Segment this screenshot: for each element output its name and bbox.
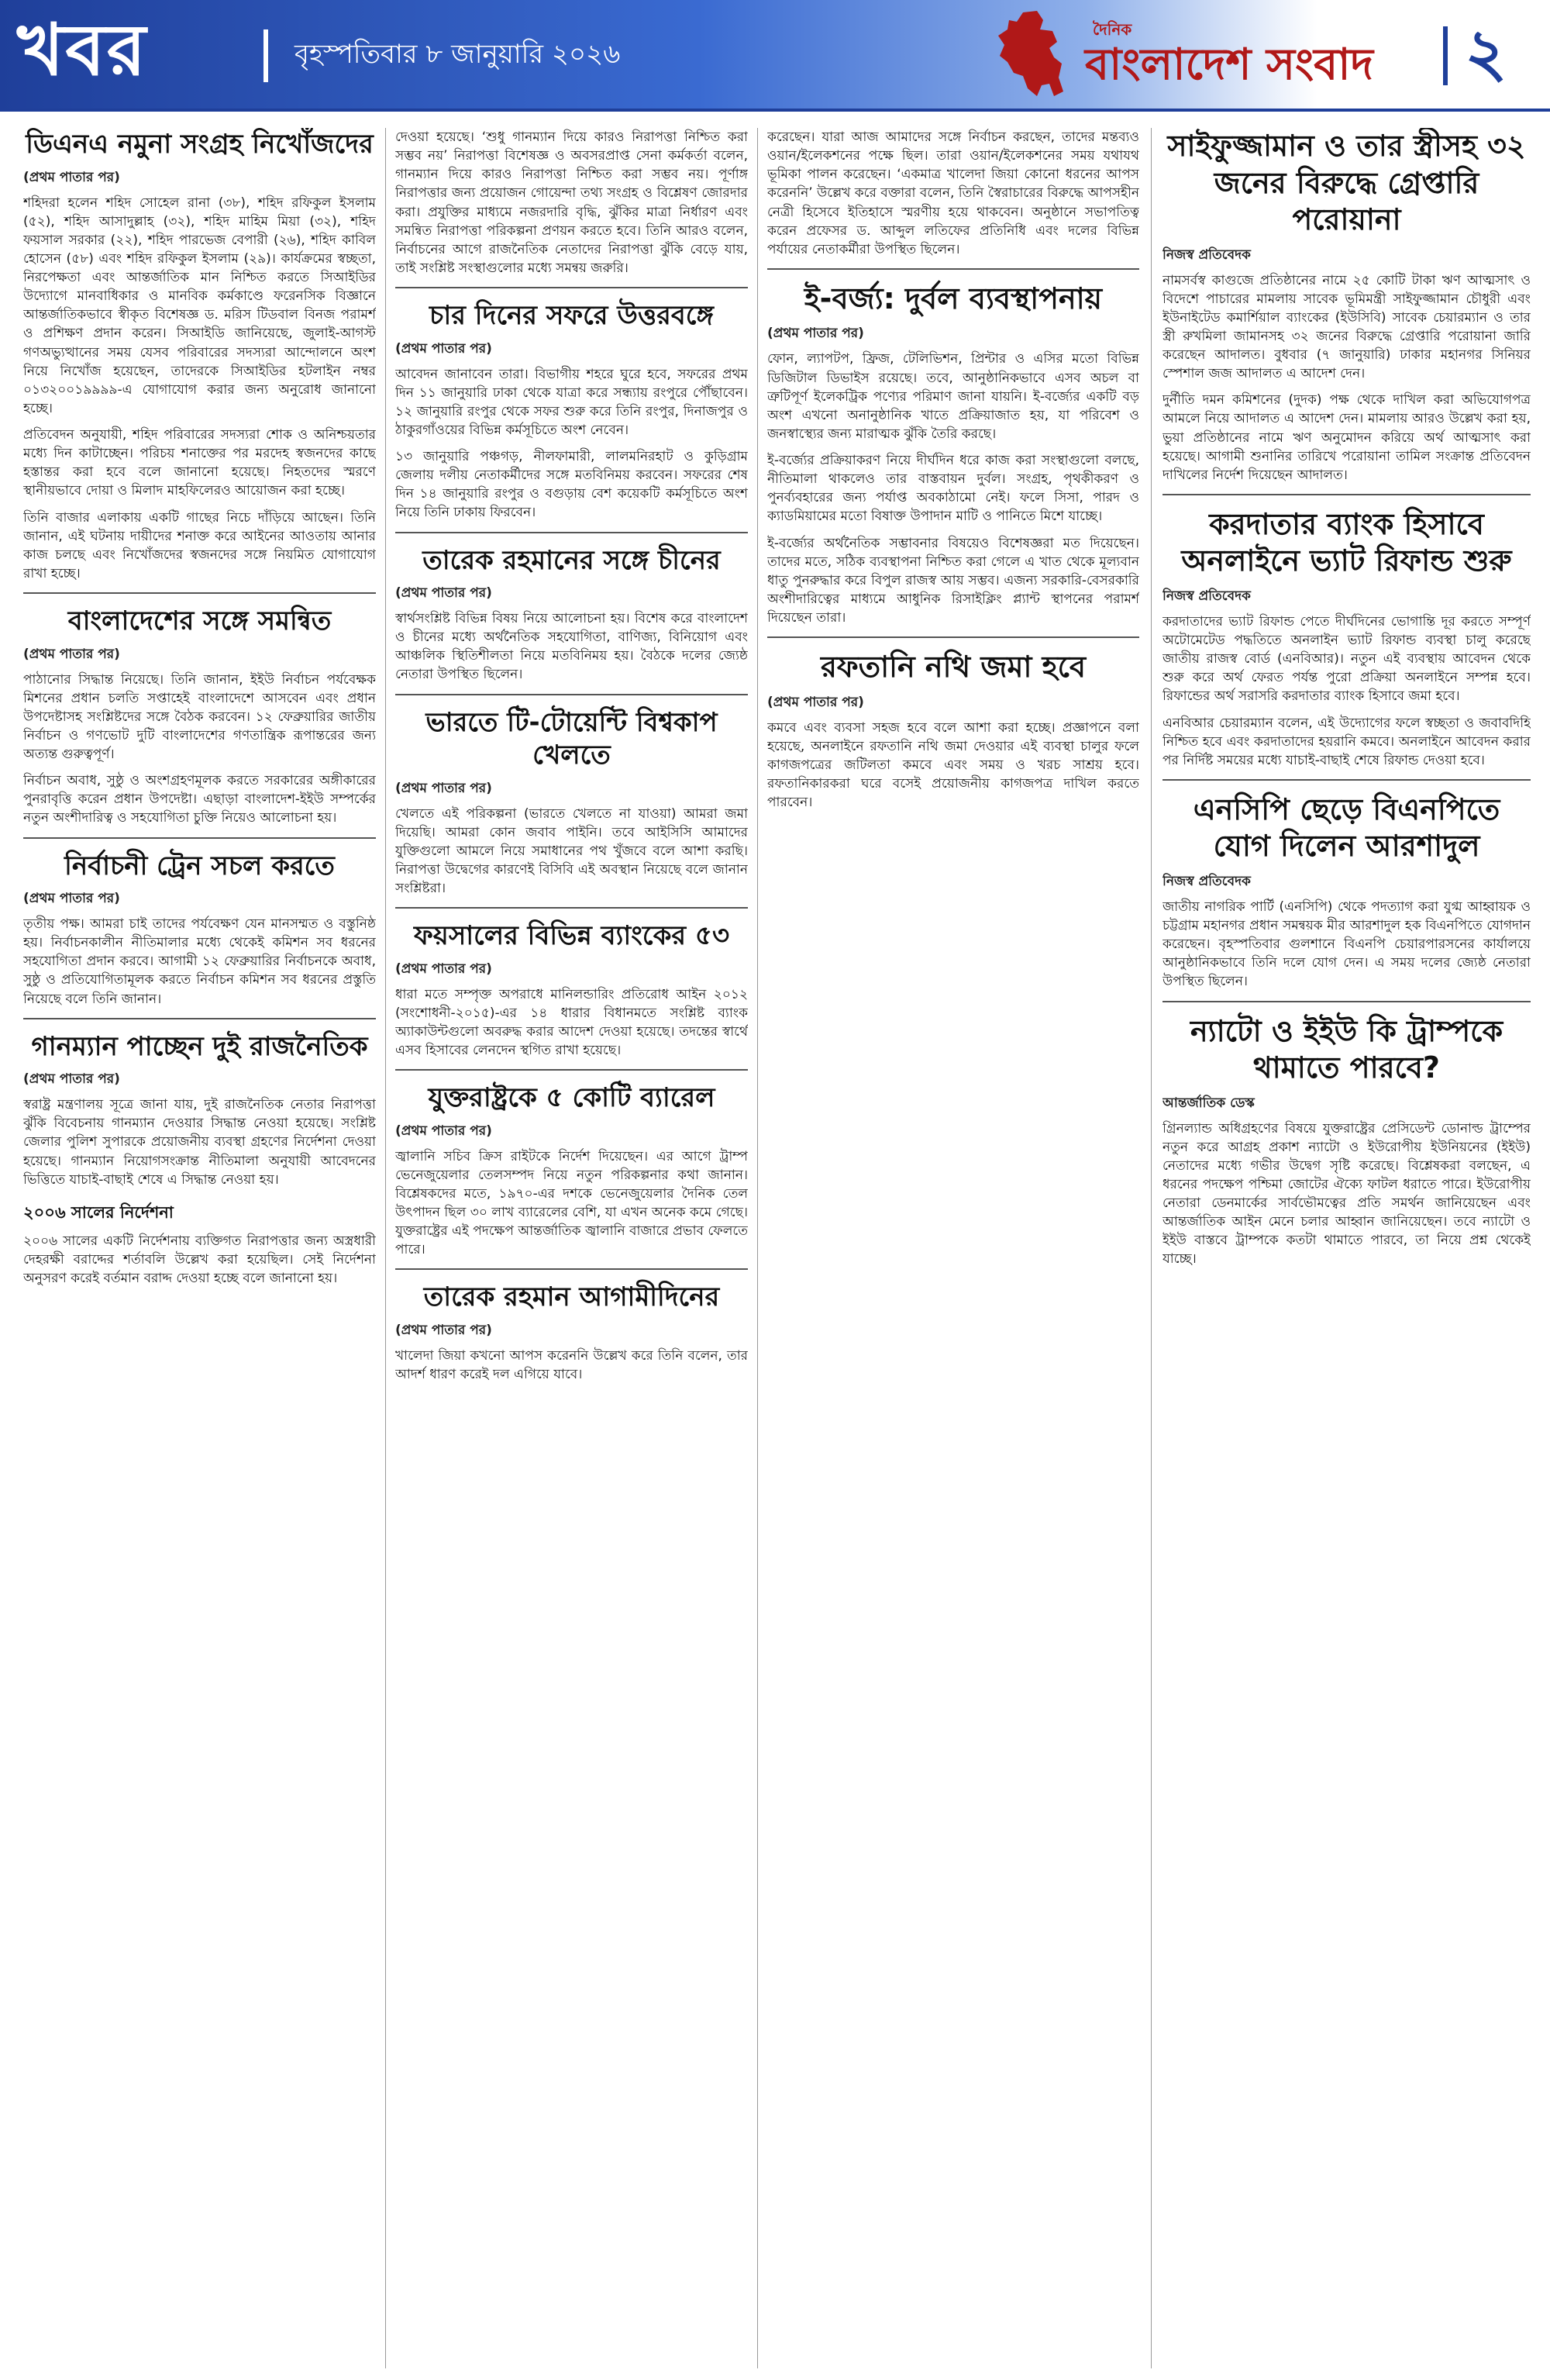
article-byline: আন্তর্জাতিক ডেস্ক xyxy=(1162,1095,1255,1111)
article-divider xyxy=(1162,494,1531,495)
article-paragraph: ১৩ জানুয়ারি পঞ্চগড়, নীলফামারী, লালমনিরহাট ও কুড়িগ্রাম জেলায় দলীয় নেতাকর্মীদের সঙ্গে মতবিনিময় করবেন। সফরের শেষ দিন ১৪ জানুয়ারি রংপুর ও বগুড়ায় বেশ কয়েকটি কর্মসূচিতে অংশ নিয়ে তিনি ঢাকায় ফিরবেন। xyxy=(395,449,748,521)
article-paragraph: জ্বালানি সচিব ক্রিস রাইটকে নির্দেশ দিয়েছেন। এর আগে ট্রাম্প ভেনেজুয়েলার তেলসম্পদ নিয়ে নতুন পরিকল্পনার কথা জানান। বিশ্লেষকদের মতে, ১৯৭০-এর দশকে ভেনেজুয়েলার দৈনিক তেল উৎপাদন ছিল ৩০ লাখ ব্যারেলের বেশি, যা এখন অনেক কমে গেছে। যুক্তরাষ্ট্রের এই পদক্ষেপ আন্তর্জাতিক জ্বালানি বাজারে প্রভাব ফেলতে পারে। xyxy=(395,1148,748,1258)
article-byline: (প্রথম পাতার পর) xyxy=(395,585,492,601)
article-us-barrels xyxy=(395,1081,748,1259)
article-nato-eu-trump xyxy=(1162,1013,1531,1269)
article-paragraph: জাতীয় নাগরিক পার্টি (এনসিপি) থেকে পদত্যাগ করা যুগ্ম আহ্বায়ক ও চট্টগ্রাম মহানগর প্রধান সমন্বয়ক মীর আরশাদুল হক বিএনপিতে যোগদান করেছেন। বৃহস্পতিবার গুলশানে বিএনপি চেয়ারপারসনের কার্যালয়ে আনুষ্ঠানিকভাবে তিনি দলে যোগ দেন। এ সময় দলের জ্যেষ্ঠ নেতারা উপস্থিত ছিলেন। xyxy=(1162,899,1531,990)
article-divider xyxy=(1162,779,1531,781)
article-byline: (প্রথম পাতার পর) xyxy=(23,646,120,662)
issue-date: বৃহস্পতিবার ৮ জানুয়ারি ২০২৬ xyxy=(294,39,621,70)
article-byline: (প্রথম পাতার পর) xyxy=(767,326,864,342)
article-paragraph: খেলতে এই পরিকল্পনা (ভারতে খেলতে না যাওয়া) আমরা জমা দিয়েছি। আমরা কোন জবাব পাইনি। তবে আইসিসি আমাদের যুক্তিগুলো আমলে নিয়ে সমাধানের পথ খুঁজবে বলে আশা করছি। নিরাপত্তা উদ্বেগের কারণেই বিসিবি এই অবস্থান নিয়েছে বলে জানান সংশ্লিষ্টরা। xyxy=(395,805,748,896)
article-divider xyxy=(395,907,748,909)
article-headline: এনসিপি ছেড়ে বিএনপিতে যোগ দিলেন আরশাদুল xyxy=(1193,792,1500,864)
article-saifuzzaman-warrant xyxy=(1162,128,1531,485)
article-byline: নিজস্ব প্রতিবেদক xyxy=(1162,873,1251,889)
article-headline: বাংলাদেশের সঙ্গে সমন্বিত xyxy=(67,605,332,636)
article-paragraph: প্রতিবেদন অনুযায়ী, শহিদ পরিবারের সদস্যরা শোক ও অনিশ্চয়তার মধ্যে দিন কাটাচ্ছেন। পরিচয় শনাক্তের পর মরদেহ স্বজনদের কাছে হস্তান্তর করা হবে বলে জানানো হয়েছে। নিহতদের স্মরণে স্থানীয়ভাবে দোয়া ও মিলাদ মাহফিলেরও আয়োজন করা হচ্ছে। xyxy=(23,427,376,499)
masthead xyxy=(0,0,1550,112)
article-headline: সাইফুজ্জামান ও তার স্ত্রীসহ ৩২ জনের বিরুদ্ধে গ্রেপ্তারি পরোয়ানা xyxy=(1167,129,1526,236)
article-divider xyxy=(767,268,1139,270)
article-paragraph: আবেদন জানাবেন তারা। বিভাগীয় শহরে ঘুরে হবে, সফরের প্রথম দিন ১১ জানুয়ারি ঢাকা থেকে যাত্রা করে সন্ধ্যায় রংপুরে পৌঁছাবেন। ১২ জানুয়ারি রংপুর থেকে সফর শুরু করে তিনি রংপুর, দিনাজপুর ও ঠাকুরগাঁওয়ের বিভিন্ন কর্মসূচিতে অংশ নেবেন। xyxy=(395,366,748,438)
article-paragraph: নামসর্বস্ব কাগুজে প্রতিষ্ঠানের নামে ২৫ কোটি টাকা ঋণ আত্মসাৎ ও বিদেশে পাচারের মামলায় সাবেক ভূমিমন্ত্রী সাইফুজ্জামান চৌধুরী এবং ইউনাইটেড কমার্শিয়াল ব্যাংকের (ইউসিবি) সাবেক চেয়ারম্যান ও তার স্ত্রী রুখমিলা জামানসহ ৩২ জনের বিরুদ্ধে গ্রেপ্তারি পরোয়ানা জারি করেছেন আদালত। বুধবার (৭ জানুয়ারি) ঢাকার মহানগর সিনিয়র স্পেশাল জজ আদালত এ আদেশ দেন। xyxy=(1162,272,1531,382)
article-paragraph: ধারা মতে সম্পৃক্ত অপরাধে মানিলন্ডারিং প্রতিরোধ আইন ২০১২ (সংশোধনী-২০১৫)-এর ১৪ ধারার বিধানমতে সংশ্লিষ্ট ব্যাংক অ্যাকাউন্টগুলো অবরুদ্ধ করার আদেশ দেওয়া হয়েছে। তদন্তের স্বার্থে এসব হিসাবের লেনদেন স্থগিত রাখা হয়েছে। xyxy=(395,986,748,1058)
article-divider xyxy=(395,532,748,533)
article-ewaste xyxy=(767,281,1139,627)
article-headline: চার দিনের সফরে উত্তরবঙ্গে xyxy=(429,300,714,331)
article-headline: ভারতে টি-টোয়েন্টি বিশ্বকাপ খেলতে xyxy=(425,706,718,771)
article-dna-samples xyxy=(23,128,376,583)
article-byline: নিজস্ব প্রতিবেদক xyxy=(1162,247,1251,263)
column-divider xyxy=(1151,128,1152,2368)
article-divider xyxy=(395,1069,748,1071)
article-paragraph: শহিদরা হলেন শহিদ সোহেল রানা (৩৮), শহিদ রফিকুল ইসলাম (৫২), শহিদ আসাদুল্লাহ (৩২), শহিদ মাহিম মিয়া (৩২), শহিদ ফয়সাল সরকার (২২), শহিদ পারভেজ বেপারী (২৬), শহিদ কাবিল হোসেন (৫৮) এবং শহিদ রফিকুল ইসলাম (২৯)। কার্যক্রমের স্বচ্ছতা, নিরপেক্ষতা এবং আন্তর্জাতিক মান নিশ্চিত করতে সিআইডির উদ্যোগে মানবাধিকার ও মানবিক কর্মকাণ্ডে ফরেনসিক বিজ্ঞানে আন্তর্জাতিকভাবে স্বীকৃত বিশেষজ্ঞ ড. মরিস টিডবাল বিনজ পরামর্শ ও প্রশিক্ষণ প্রদান করেন। সিআইডি জানিয়েছে, জুলাই-আগস্ট গণঅভ্যুত্থানের সময় যেসব পরিবারের সদস্যরা আন্দোলনে অংশ নিয়ে নিখোঁজ হয়েছেন, তাদেরকে সিআইডির হটলাইন নম্বর ০১৩২০০১৯৯৯৯-এ যোগাযোগ করার জন্য অনুরোধ জানানো হচ্ছে। xyxy=(23,195,376,416)
article-headline: করদাতার ব্যাংক হিসাবে অনলাইনে ভ্যাট রিফান্ড শুরু xyxy=(1181,506,1512,578)
article-headline: গানম্যান পাচ্ছেন দুই রাজনৈতিক xyxy=(31,1030,368,1062)
article-headline: নির্বাচনী ট্রেন সচল করতে xyxy=(64,850,335,881)
article-paragraph: খালেদা জিয়া কখনো আপস করেননি উল্লেখ করে তিনি বলেন, তার আদর্শ ধারণ করেই দল এগিয়ে যাবে। xyxy=(395,1347,748,1382)
column-1 xyxy=(23,128,376,2368)
masthead-divider xyxy=(264,29,268,82)
article-vat-refund xyxy=(1162,506,1531,770)
article-paragraph: তিনি বাজার এলাকায় একটি গাছের নিচে দাঁড়িয়ে আছেন। তিনি জানান, এই ঘটনায় দায়ীদের শনাক্ত করে আইনের আওতায় আনার কাজ চলছে এবং নিখোঁজদের স্বজনদের সঙ্গে নিয়মিত যোগাযোগ রাখা হচ্ছে। xyxy=(23,509,376,581)
article-divider xyxy=(395,1268,748,1270)
article-headline: তারেক রহমান আগামীদিনের xyxy=(423,1281,720,1313)
article-headline: রফতানি নথি জমা হবে xyxy=(820,650,1087,685)
article-paragraph: দুর্নীতি দমন কমিশনের (দুদক) পক্ষ থেকে দাখিল করা অভিযোগপত্র আমলে নিয়ে আদালত এ আদেশ দেন। মামলায় আরও উল্লেখ করা হয়, ভুয়া প্রতিষ্ঠানের নামে ঋণ অনুমোদন করিয়ে অর্থ আত্মসাৎ করা হয়েছে। আগামী শুনানির তারিখে পরোয়ানা তামিল সংক্রান্ত প্রতিবেদন দাখিলের নির্দেশ দিয়েছেন আদালত। xyxy=(1162,392,1531,483)
article-north-tour xyxy=(395,299,748,523)
article-divider xyxy=(395,287,748,288)
section-name: খবর xyxy=(17,9,148,91)
article-divider xyxy=(767,636,1139,638)
article-paragraph: পাঠানোর সিদ্ধান্ত নিয়েছে। তিনি জানান, ইইউ নির্বাচন পর্যবেক্ষক মিশনের প্রধান চলতি সপ্তাহেই বাংলাদেশে আসবেন এবং প্রধান উপদেষ্টাসহ সংশ্লিষ্টদের সঙ্গে বৈঠক করবেন। ১২ ফেব্রুয়ারির জাতীয় নির্বাচন ও গণভোট দুটি বাংলাদেশের গণতান্ত্রিক রূপান্তরের জন্য অত্যন্ত গুরুত্বপূর্ণ। xyxy=(23,671,376,762)
article-paragraph: নির্বাচন অবাধ, সুষ্ঠু ও অংশগ্রহণমূলক করতে সরকারের অঙ্গীকারের পুনরাবৃত্তি করেন প্রধান উপদেষ্টা। এছাড়া বাংলাদেশ-ইইউ সম্পর্কের নতুন অংশীদারিত্ব ও সহযোগিতা চুক্তি নিয়েও আলোচনা হয়। xyxy=(23,773,376,826)
column-divider xyxy=(385,128,386,2368)
article-headline: তারেক রহমানের সঙ্গে চীনের xyxy=(422,544,721,576)
article-paragraph: এনবিআর চেয়ারম্যান বলেন, এই উদ্যোগের ফলে স্বচ্ছতা ও জবাবদিহি নিশ্চিত হবে এবং করদাতাদের হয়রানি কমবে। অনলাইনে আবেদন করার পর নির্দিষ্ট সময়ের মধ্যে যাচাই-বাছাই শেষে রিফান্ড দেওয়া হবে। xyxy=(1162,715,1531,768)
article-t20-worldcup xyxy=(395,706,748,899)
column-3 xyxy=(767,128,1139,2368)
article-paragraph: ২০০৬ সালের একটি নির্দেশনায় ব্যক্তিগত নিরাপত্তার জন্য অস্ত্রধারী দেহরক্ষী বরাদ্দের শর্তাবলি উল্লেখ করা হয়েছিল। সেই নির্দেশনা অনুসরণ করেই বর্তমান বরাদ্দ দেওয়া হচ্ছে বলে জানানো হয়। xyxy=(23,1233,376,1286)
article-headline: ই-বর্জ্য: দুর্বল ব্যবস্থাপনায় xyxy=(804,281,1103,316)
article-paragraph: ই-বর্জ্যের অর্থনৈতিক সম্ভাবনার বিষয়েও বিশেষজ্ঞরা মত দিয়েছেন। তাদের মতে, সঠিক ব্যবস্থাপনা নিশ্চিত করা গেলে এ খাত থেকে মূল্যবান ধাতু পুনরুদ্ধার করে বিপুল রাজস্ব আয় সম্ভব। এজন্য সরকারি-বেসরকারি অংশীদারিত্বের মাধ্যমে আধুনিক রিসাইক্লিং প্ল্যান্ট স্থাপনের পরামর্শ দিয়েছেন তারা। xyxy=(767,535,1139,626)
article-byline: নিজস্ব প্রতিবেদক xyxy=(1162,588,1251,604)
article-headline: ফয়সালের বিভিন্ন ব্যাংকের ৫৩ xyxy=(413,920,730,952)
article-byline: (প্রথম পাতার পর) xyxy=(395,1123,492,1139)
article-byline: (প্রথম পাতার পর) xyxy=(23,891,120,906)
article-paragraph: গ্রিনল্যান্ড অধিগ্রহণের বিষয়ে যুক্তরাষ্ট্রের প্রেসিডেন্ট ডোনাল্ড ট্রাম্পের নতুন করে আগ্রহ প্রকাশ ন্যাটো ও ইউরোপীয় ইউনিয়নের (ইইউ) নেতাদের মধ্যে গভীর উদ্বেগ সৃষ্টি করেছে। বিশ্লেষকরা বলছেন, এ ধরনের পদক্ষেপ পশ্চিমা জোটের ঐক্যে ফাটল ধরাতে পারে। ইউরোপীয় নেতারা ডেনমার্কের সার্বভৌমত্বের প্রতি সমর্থন জানিয়েছেন এবং আন্তর্জাতিক আইন মেনে চলার আহ্বান জানিয়েছেন। তবে ন্যাটো ও ইইউ বাস্তবে ট্রাম্পকে কতটা থামাতে পারবে, তা নিয়ে প্রশ্ন থেকেই যাচ্ছে। xyxy=(1162,1120,1531,1268)
article-continued-top xyxy=(767,128,1139,259)
column-4 xyxy=(1162,128,1531,2368)
article-paragraph: স্বরাষ্ট্র মন্ত্রণালয় সূত্রে জানা যায়, দুই রাজনৈতিক নেতার নিরাপত্তা ঝুঁকি বিবেচনায় গানম্যান দেওয়ার সিদ্ধান্ত নেওয়া হয়েছে। সংশ্লিষ্ট জেলার পুলিশ সুপারকে প্রয়োজনীয় ব্যবস্থা গ্রহণের নির্দেশনা দেওয়া হয়েছে। গানম্যান নিয়োগসংক্রান্ত নীতিমালা অনুযায়ী আবেদনের ভিত্তিতে যাচাই-বাছাই শেষে এ সিদ্ধান্ত নেওয়া হয়। xyxy=(23,1097,376,1188)
article-divider xyxy=(23,1018,376,1019)
article-paragraph: ই-বর্জ্যের প্রক্রিয়াকরণ নিয়ে দীর্ঘদিন ধরে কাজ করা সংস্থাগুলো বলছে, নীতিমালা থাকলেও তার বাস্তবায়ন দুর্বল। সংগ্রহ, পৃথকীকরণ ও পুনর্ব্যবহারের জন্য পর্যাপ্ত অবকাঠামো নেই। ফলে সিসা, পারদ ও ক্যাডমিয়ামের মতো বিষাক্ত উপাদান মাটি ও পানিতে মিশে যাচ্ছে। xyxy=(767,453,1139,525)
article-paragraph: স্বার্থসংশ্লিষ্ট বিভিন্ন বিষয় নিয়ে আলোচনা হয়। বিশেষ করে বাংলাদেশ ও চীনের মধ্যে অর্থনৈতিক সহযোগিতা, বাণিজ্য, বিনিয়োগ এবং আঞ্চলিক স্থিতিশীলতা নিয়ে মতবিনিময় হয়। বৈঠকে দলের জ্যেষ্ঠ নেতারা উপস্থিত ছিলেন। xyxy=(395,611,748,683)
article-byline: (প্রথম পাতার পর) xyxy=(395,961,492,977)
article-tarique-future xyxy=(395,1281,748,1384)
article-byline: (প্রথম পাতার পর) xyxy=(395,1322,492,1338)
article-bangladesh-coordinated xyxy=(23,605,376,828)
article-byline: (প্রথম পাতার পর) xyxy=(23,1071,120,1088)
masthead-divider xyxy=(1443,26,1448,85)
article-gunman xyxy=(23,1030,376,1288)
article-divider xyxy=(23,837,376,839)
article-headline: ডিএনএ নমুনা সংগ্রহ নিখোঁজদের xyxy=(26,129,374,160)
article-subheading: ২০০৬ সালের নির্দেশনা xyxy=(23,1202,174,1222)
brand-prefix: দৈনিক xyxy=(1093,20,1132,39)
article-headline: ন্যাটো ও ইইউ কি ট্রাম্পকে থামাতে পারবে? xyxy=(1190,1013,1504,1085)
article-election-train xyxy=(23,850,376,1009)
page-number: ২ xyxy=(1465,15,1507,91)
article-divider xyxy=(1162,1001,1531,1002)
article-gunman-continued xyxy=(395,128,748,278)
article-paragraph: ফোন, ল্যাপটপ, ফ্রিজ, টেলিভিশন, প্রিন্টার ও এসির মতো বিভিন্ন ডিজিটাল ডিভাইস রয়েছে। তবে, আনুষ্ঠানিকভাবে এসব অচল বা ত্রুটিপূর্ণ ইলেকট্রিক পণ্যের পরিমাণ জানা যায়নি। ই-বর্জ্যের একটি বড় অংশ এখনো অনানুষ্ঠানিক খাতে প্রক্রিয়াজাত হয়, যা পরিবেশ ও জনস্বাস্থ্যের জন্য মারাত্মক ঝুঁকি তৈরি করছে। xyxy=(767,351,1139,442)
article-arshadul-bnp xyxy=(1162,792,1531,992)
bangladesh-map-icon xyxy=(992,8,1070,101)
article-byline: (প্রথম পাতার পর) xyxy=(767,694,864,710)
article-byline: (প্রথম পাতার পর) xyxy=(395,340,492,357)
article-paragraph: করেছেন। যারা আজ আমাদের সঙ্গে নির্বাচন করছেন, তাদের মন্তব্যও ওয়ান/ইলেকশনের পক্ষে ছিল। তারা ওয়ান/ইলেকশনের সময় যথাযথ ভূমিকা পালন করেছেন। ‘একমাত্র খালেদা জিয়া কোনো ধরনের আপস করেননি’ উল্লেখ করে বক্তারা বলেন, তিনি স্বৈরাচারের বিরুদ্ধে আপসহীন নেত্রী হিসেবে ইতিহাসে স্মরণীয় হয়ে থাকবেন। অনুষ্ঠানে সভাপতিত্ব করেন প্রফেসর ড. আব্দুল লতিফের প্রতিনিধি এবং দলের বিভিন্ন পর্যায়ের নেতাকর্মীরা উপস্থিত ছিলেন। xyxy=(767,129,1139,257)
column-2 xyxy=(395,128,748,2368)
column-divider xyxy=(757,128,758,2368)
article-divider xyxy=(23,592,376,594)
article-paragraph: করদাতাদের ভ্যাট রিফান্ড পেতে দীর্ঘদিনের ভোগান্তি দূর করতে সম্পূর্ণ অটোমেটেড পদ্ধতিতে অনলাইন ভ্যাট রিফান্ড ব্যবস্থা চালু করেছে জাতীয় রাজস্ব বোর্ড (এনবিআর)। নতুন এই ব্যবস্থায় আবেদন থেকে শুরু করে অর্থ ফেরত পর্যন্ত পুরো প্রক্রিয়া অনলাইনে সম্পন্ন হবে। রিফান্ডের অর্থ সরাসরি করদাতার ব্যাংক হিসাবে জমা হবে। xyxy=(1162,613,1531,705)
article-divider xyxy=(395,694,748,695)
article-paragraph: তৃতীয় পক্ষ। আমরা চাই তাদের পর্যবেক্ষণ যেন মানসম্মত ও বস্তুনিষ্ঠ হয়। নির্বাচনকালীন নীতিমালার মধ্যে থেকেই কমিশন সব ধরনের সহযোগিতা প্রদান করবে। আগামী ১২ ফেব্রুয়ারির নির্বাচনকে অবাধ, সুষ্ঠু ও প্রতিযোগিতামূলক করতে নির্বাচন কমিশন সব ধরনের প্রস্তুতি নিয়েছে বলে তিনি জানান। xyxy=(23,916,376,1007)
article-headline: যুক্তরাষ্ট্রকে ৫ কোটি ব্যারেল xyxy=(428,1082,715,1114)
article-tarique-china xyxy=(395,544,748,685)
article-byline: (প্রথম পাতার পর) xyxy=(395,780,492,796)
newspaper-logo: বাংলাদেশ সংবাদ xyxy=(1085,39,1373,90)
article-export-documents xyxy=(767,649,1139,812)
article-faisal-banks xyxy=(395,919,748,1060)
article-paragraph: কমবে এবং ব্যবসা সহজ হবে বলে আশা করা হচ্ছে। প্রজ্ঞাপনে বলা হয়েছে, অনলাইনে রফতানি নথি জমা দেওয়ার এই ব্যবস্থা চালুর ফলে কাগজপত্রের জটিলতা কমবে এবং সময় ও খরচ সাশ্রয় হবে। রফতানিকারকরা ঘরে বসেই প্রয়োজনীয় কাগজপত্র দাখিল করতে পারবেন। xyxy=(767,719,1139,811)
article-paragraph: দেওয়া হয়েছে। ‘শুধু গানম্যান দিয়ে কারও নিরাপত্তা নিশ্চিত করা সম্ভব নয়’ নিরাপত্তা বিশেষজ্ঞ ও অবসরপ্রাপ্ত সেনা কর্মকর্তা বলেন, গানম্যান দিয়ে কারও নিরাপত্তা নিশ্চিত করা সম্ভব নয়। পূর্ণাঙ্গ নিরাপত্তার জন্য প্রয়োজন গোয়েন্দা তথ্য সংগ্রহ ও বিশ্লেষণ জোরদার করা। প্রযুক্তির মাধ্যমে নজরদারি বৃদ্ধি, ঝুঁকির মাত্রা নির্ধারণ এবং সমন্বিত নিরাপত্তা পরিকল্পনা প্রণয়ন করতে হবে। তিনি আরও বলেন, নির্বাচনের আগে রাজনৈতিক নেতাদের নিরাপত্তা ঝুঁকি বেড়ে যায়, তাই সংশ্লিষ্ট সংস্থাগুলোর মধ্যে সমন্বয় জরুরি। xyxy=(395,129,748,276)
article-byline: (প্রথম পাতার পর) xyxy=(23,169,120,185)
